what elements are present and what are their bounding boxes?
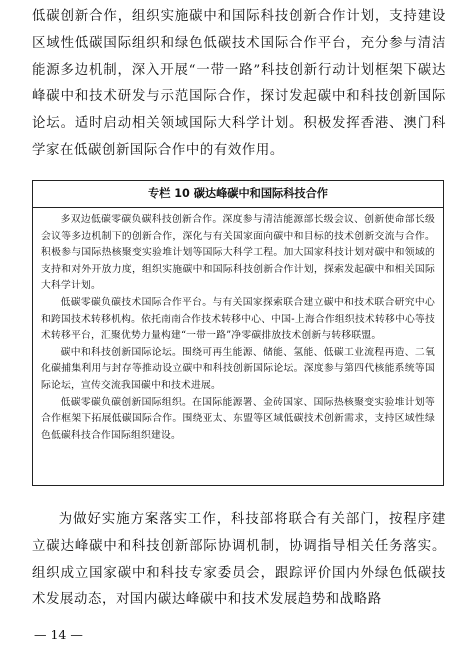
sidebar-box [32,180,444,486]
body-paragraph-bottom: 为做好实施方案落实工作，科技部将联合有关部门，按程序建立碳达峰碳中和科技创新部际协调机制，协调指导相关任务落实。组织成立国家碳中和科技专家委员会，跟踪评价国内外绿色低碳技术发展动态，对国内碳达峰碳中和技术发展趋势和战略路 [32,512,446,608]
box-paragraph: 低碳零碳负碳创新国际组织。在国际能源署、金砖国家、国际热核聚变实验堆计划等合作框架下拓展低碳国际合作。围绕亚太、东盟等区域低碳技术创新需求，支持区域性绿色低碳科技合作国际组织建设。 [41,396,435,441]
box-body [33,208,443,444]
box-paragraph: 低碳零碳负碳技术国际合作平台。与有关国家探索联合建立碳中和技术联合研究中心和跨国技术转移机构。依托南南合作技术转移中心、中国-上海合作组织技术转移中心等技术转移平台，汇聚优势力量构建“一带一路”净零碳排放技术创新与转移联盟。 [41,296,435,342]
box-title: 专栏 10 碳达峰碳中和国际科技合作 [33,181,443,208]
body-paragraph-top: 低碳创新合作，组织实施碳中和国际科技创新合作计划，支持建设区域性低碳国际组织和绿色低碳技术国际合作平台，充分参与清洁能源多边机制，深入开展“一带一路”科技创新行动计划框架下碳达峰碳中和技术研发与示范国际合作，探讨发起碳中和科技创新国际论坛。适时启动相关领域国际大科学计划。积极发挥香港、澳门科学家在低碳创新国际合作中的有效作用。 [32,9,446,158]
box-paragraph: 碳中和科技创新国际论坛。围绕可再生能源、储能、氢能、低碳工业流程再造、二氧化碳捕集利用与封存等推动设立碳中和科技创新国际论坛。深度参与第四代核能系统等国际论坛，宣传交流我国碳中和技术进展。 [41,346,435,391]
box-paragraph: 多双边低碳零碳负碳科技创新合作。深度参与清洁能源部长级会议、创新使命部长级会议等多边机制下的创新合作，深化与有关国家面向碳中和目标的技术创新交流与合作。积极参与国际热核聚变实验堆计划等国际大科学工程。加大国家科技计划对碳中和领域的支持和对外开放力度，组织实施碳中和国际科技创新合作计划，探索发起碳中和相关国际大科学计划。 [41,214,435,292]
page-number: — 14 — [34,627,83,642]
